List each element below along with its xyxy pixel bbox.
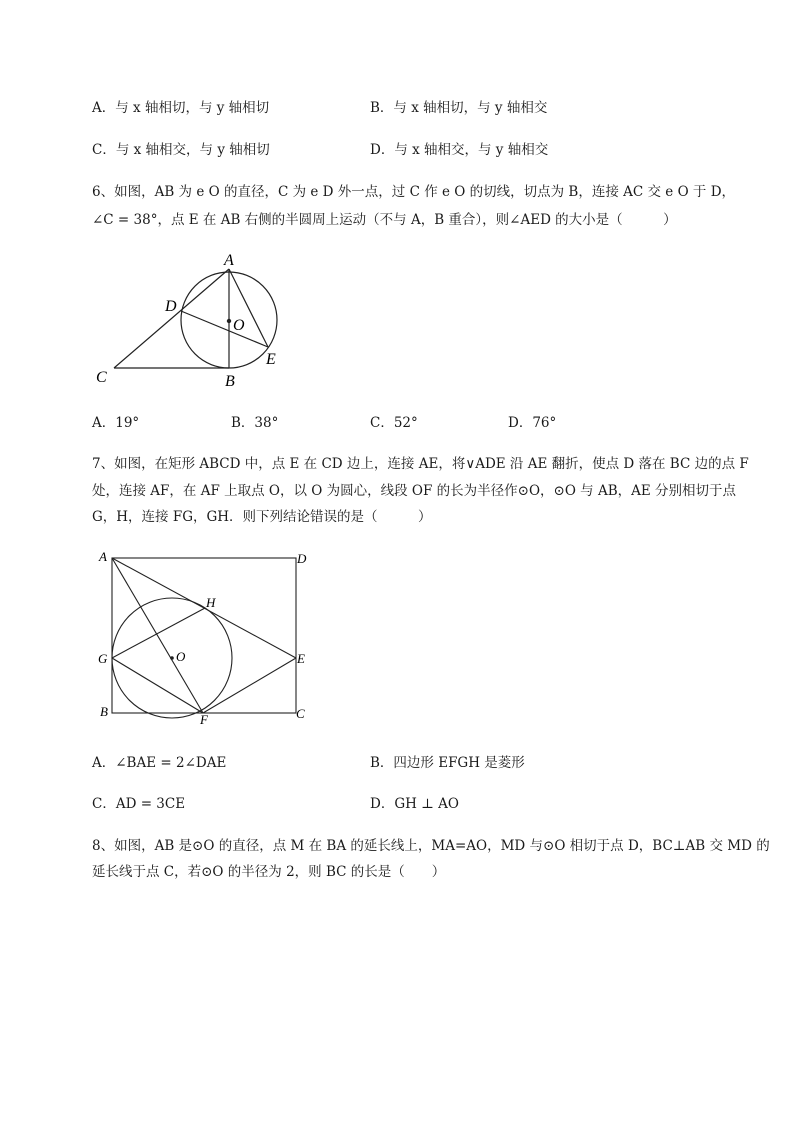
q5-option-d: D．与 x 轴相交，与 y 轴相交 <box>370 142 549 158</box>
q7-label-g: G <box>98 651 108 666</box>
q6-option-b: B．38° <box>231 415 279 431</box>
q6-label-c: C <box>96 369 107 386</box>
q6-label-o: O <box>233 317 245 334</box>
q7-label-e: E <box>297 651 305 666</box>
q7-option-d: D．GH ⊥ AO <box>370 796 459 812</box>
q6-segment-ca <box>114 269 229 368</box>
q7-label-o: O <box>176 649 186 664</box>
q7-label-d: D <box>297 551 307 566</box>
q7-figure <box>92 546 322 726</box>
q7-segment-af <box>112 558 203 713</box>
q6-label-d: D <box>165 298 177 315</box>
q6-label-a: A <box>224 252 234 269</box>
q6-label-b: B <box>225 373 235 390</box>
q7-option-a: A．∠BAE = 2∠DAE <box>92 755 227 771</box>
q7-text-line-1: 7、如图，在矩形 ABCD 中，点 E 在 CD 边上，连接 AE，将∨ADE 沿 AE 翻折，使点 D 落在 BC 边的点 F <box>92 456 749 472</box>
q6-center-point <box>227 319 231 323</box>
q7-label-a: A <box>99 549 107 564</box>
q6-segment-de <box>181 311 268 347</box>
q7-segment-gf <box>112 658 203 713</box>
q7-segment-gh <box>112 608 205 658</box>
q5-option-b: B．与 x 轴相切，与 y 轴相交 <box>370 100 548 116</box>
q7-option-b: B．四边形 EFGH 是菱形 <box>370 755 525 771</box>
q6-label-e: E <box>266 351 276 368</box>
q6-option-a: A．19° <box>92 415 140 431</box>
q7-text-line-3: G，H，连接 FG，GH．则下列结论错误的是（ ） <box>92 509 432 525</box>
q7-option-c: C．AD = 3CE <box>92 796 186 812</box>
q6-text-line-2: ∠C = 38°，点 E 在 AB 右侧的半圆周上运动（不与 A，B 重合），则∠AED 的大小是（ ） <box>92 212 677 228</box>
q6-segment-ae <box>229 269 268 347</box>
q7-center-point <box>170 656 174 660</box>
q7-label-b: B <box>100 704 108 719</box>
q7-rectangle-abcd <box>112 558 296 713</box>
q7-segment-ef <box>203 658 296 713</box>
q8-text-line-2: 延长线于点 C，若⊙O 的半径为 2，则 BC 的长是（ ） <box>92 864 446 880</box>
q5-option-a: A．与 x 轴相切，与 y 轴相切 <box>92 100 270 116</box>
q6-option-d: D．76° <box>508 415 557 431</box>
q6-option-c: C．52° <box>370 415 418 431</box>
q8-text-line-1: 8、如图，AB 是⊙O 的直径，点 M 在 BA 的延长线上，MA=AO，MD 与⊙O 相切于点 D，BC⊥AB 交 MD 的 <box>92 838 770 854</box>
q7-label-c: C <box>296 706 305 721</box>
q6-figure <box>90 248 300 393</box>
q7-label-f: F <box>200 712 208 726</box>
q6-text-line-1: 6、如图，AB 为 e O 的直径，C 为 e D 外一点，过 C 作 e O 的切线，切点为 B，连接 AC 交 e O 于 D， <box>92 184 736 200</box>
q7-text-line-2: 处，连接 AF，在 AF 上取点 O，以 O 为圆心，线段 OF 的长为半径作⊙O，⊙O 与 AB，AE 分别相切于点 <box>92 483 737 499</box>
q7-label-h: H <box>206 595 216 610</box>
q5-option-c: C．与 x 轴相交，与 y 轴相切 <box>92 142 270 158</box>
